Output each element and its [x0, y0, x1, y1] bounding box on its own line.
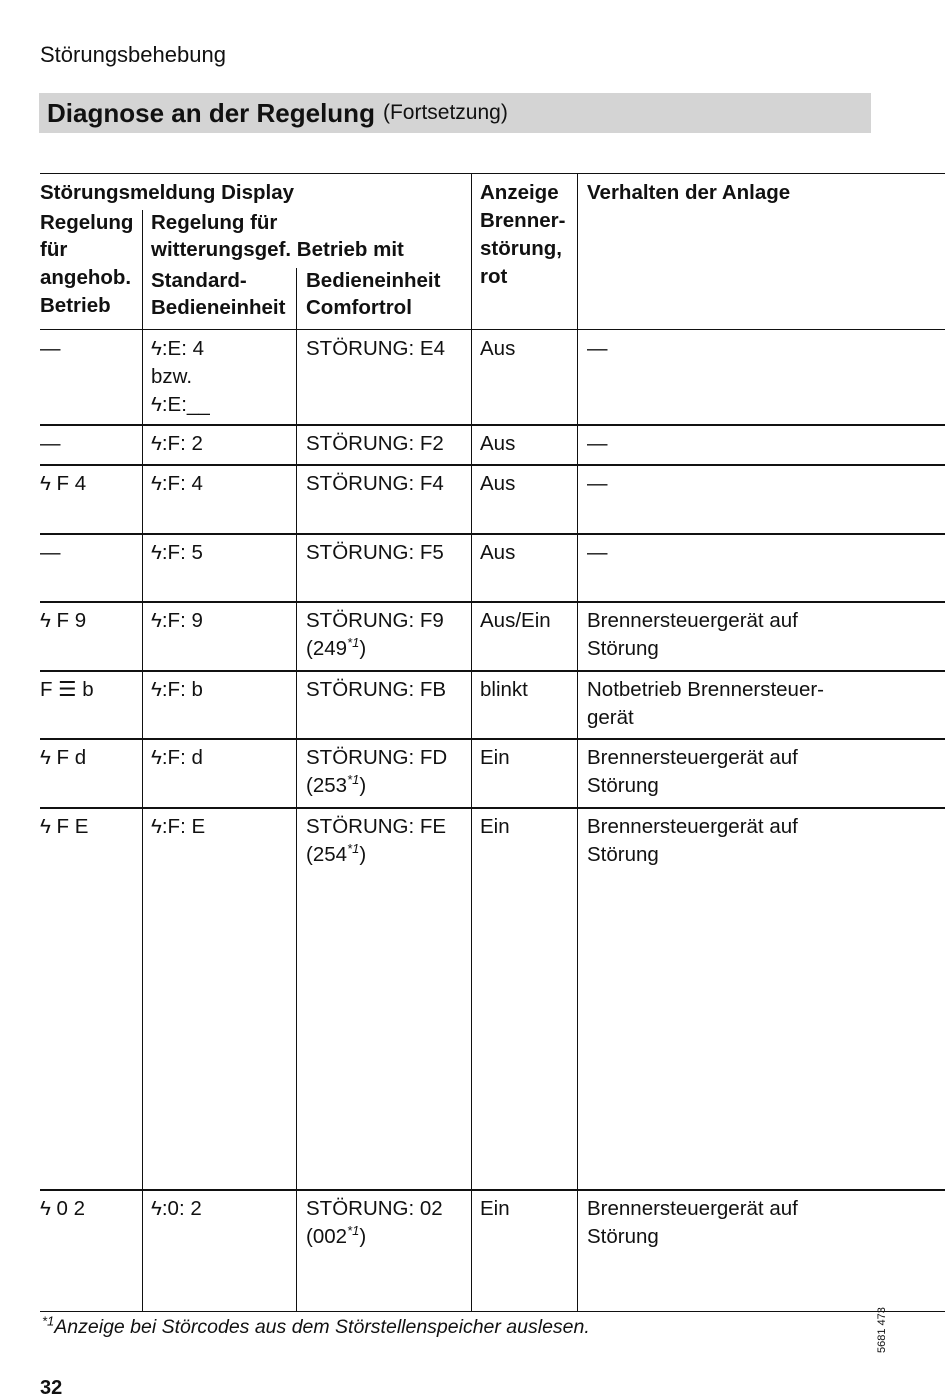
cell-standard: ϟ:F: d: [151, 746, 203, 769]
cell-comfortrol: STÖRUNG: E4: [306, 337, 445, 360]
cell-comfortrol: STÖRUNG: F5: [306, 541, 444, 564]
page-title-continuation: (Fortsetzung): [382, 101, 508, 124]
header-anzeige: Brenner-: [480, 209, 566, 232]
cell-standard: ϟ:F: 5: [151, 541, 203, 564]
cell-verhalten: Störung: [587, 843, 659, 866]
cell-comfortrol: STÖRUNG: FE: [306, 815, 447, 838]
cell-verhalten: Störung: [587, 637, 659, 660]
section-label: Störungsbehebung: [40, 42, 226, 67]
cell-anzeige: Aus: [480, 472, 516, 495]
cell-anzeige: Ein: [480, 815, 510, 838]
cell-anzeige: Ein: [480, 746, 510, 769]
footnote: [42, 1313, 590, 1339]
row-rule: [40, 601, 945, 603]
column-divider: [296, 268, 297, 1311]
cell-angehob: ϟ F d: [40, 746, 87, 769]
column-divider: [471, 173, 472, 1311]
document-number: 5681 473: [876, 1307, 888, 1353]
cell-verhalten: —: [587, 432, 608, 455]
cell-angehob: F ☰ b: [40, 678, 94, 701]
header-regelung-witterung: Regelung für: [151, 211, 278, 234]
cell-comfortrol: STÖRUNG: FB: [306, 678, 447, 701]
cell-comfortrol-memory-code: (254$^{*1}$): [306, 841, 367, 866]
cell-angehob: ϟ F 4: [40, 472, 87, 495]
page-title: Diagnose an der Regelung: [47, 97, 375, 128]
cell-verhalten: Brennersteuergerät auf: [587, 815, 798, 838]
header-standard-bedieneinheit: Standard-: [151, 269, 247, 292]
cell-standard: ϟ:E:__: [151, 393, 210, 416]
page-title-bar: [39, 93, 871, 133]
cell-anzeige: Aus: [480, 337, 516, 360]
header-anzeige: störung,: [480, 237, 562, 260]
header-anzeige: Anzeige: [480, 181, 559, 204]
row-rule: [40, 807, 945, 809]
cell-verhalten: —: [587, 541, 608, 564]
cell-comfortrol: STÖRUNG: F2: [306, 432, 444, 455]
row-rule: [40, 533, 945, 535]
row-rule: [40, 464, 945, 466]
header-regelung-angehob: für: [40, 238, 68, 261]
cell-anzeige: Aus: [480, 541, 516, 564]
table-bottom-rule: [40, 1311, 945, 1312]
cell-verhalten: Brennersteuergerät auf: [587, 1197, 798, 1220]
row-rule: [40, 1189, 945, 1191]
header-stoerungsmeldung: Störungsmeldung Display: [40, 181, 294, 204]
cell-comfortrol-memory-code: (249$^{*1}$): [306, 635, 367, 660]
cell-standard: bzw.: [151, 365, 193, 388]
cell-verhalten: Störung: [587, 774, 659, 797]
header-regelung-angehob: Regelung: [40, 211, 134, 234]
header-anzeige: rot: [480, 265, 508, 288]
header-bottom-rule: [40, 329, 945, 330]
cell-anzeige: blinkt: [480, 678, 528, 701]
cell-angehob: ϟ 0 2: [40, 1197, 86, 1220]
cell-verhalten: Brennersteuergerät auf: [587, 609, 798, 632]
cell-verhalten: Störung: [587, 1225, 659, 1248]
header-regelung-witterung: witterungsgef. Betrieb mit: [151, 238, 404, 261]
cell-standard: ϟ:F: 9: [151, 609, 203, 632]
row-rule: [40, 424, 945, 426]
footnote-text: Anzeige bei Störcodes aus dem Störstellenspeicher auslesen.: [54, 1316, 590, 1338]
header-comfortrol: Bedieneinheit: [306, 269, 441, 292]
cell-comfortrol: STÖRUNG: FD: [306, 746, 448, 769]
cell-angehob: —: [40, 337, 61, 360]
cell-standard: ϟ:E: 4: [151, 337, 205, 360]
cell-standard: ϟ:0: 2: [151, 1197, 202, 1220]
cell-comfortrol-memory-code: (002$^{*1}$): [306, 1223, 367, 1248]
header-verhalten: Verhalten der Anlage: [587, 181, 791, 204]
cell-anzeige: Aus: [480, 432, 516, 455]
cell-angehob: ϟ F E: [40, 815, 89, 838]
cell-comfortrol-memory-code: (253$^{*1}$): [306, 772, 367, 797]
cell-verhalten: —: [587, 337, 608, 360]
cell-angehob: —: [40, 541, 61, 564]
cell-standard: ϟ:F: 4: [151, 472, 203, 495]
header-standard-bedieneinheit: Bedieneinheit: [151, 296, 286, 319]
page-number: 32: [40, 1377, 63, 1399]
cell-verhalten: Brennersteuergerät auf: [587, 746, 798, 769]
cell-standard: ϟ:F: b: [151, 678, 203, 701]
column-divider: [142, 210, 143, 1311]
cell-angehob: ϟ F 9: [40, 609, 87, 632]
header-regelung-angehob: angehob.: [40, 266, 132, 289]
table-top-rule: [40, 173, 945, 174]
column-divider: [577, 173, 578, 1311]
cell-angehob: —: [40, 432, 61, 455]
cell-anzeige: Ein: [480, 1197, 510, 1220]
cell-standard: ϟ:F: 2: [151, 432, 203, 455]
cell-standard: ϟ:F: E: [151, 815, 206, 838]
header-regelung-angehob: Betrieb: [40, 294, 111, 317]
row-rule: [40, 670, 945, 672]
cell-anzeige: Aus/Ein: [480, 609, 551, 632]
cell-comfortrol: STÖRUNG: F9: [306, 609, 444, 632]
cell-comfortrol: STÖRUNG: 02: [306, 1197, 443, 1220]
cell-verhalten: Notbetrieb Brennersteuer-: [587, 678, 825, 701]
footnote-mark: *1: [42, 1313, 55, 1329]
cell-verhalten: gerät: [587, 706, 634, 729]
cell-verhalten: —: [587, 472, 608, 495]
header-comfortrol: Comfortrol: [306, 296, 412, 319]
row-rule: [40, 738, 945, 740]
cell-comfortrol: STÖRUNG: F4: [306, 472, 444, 495]
